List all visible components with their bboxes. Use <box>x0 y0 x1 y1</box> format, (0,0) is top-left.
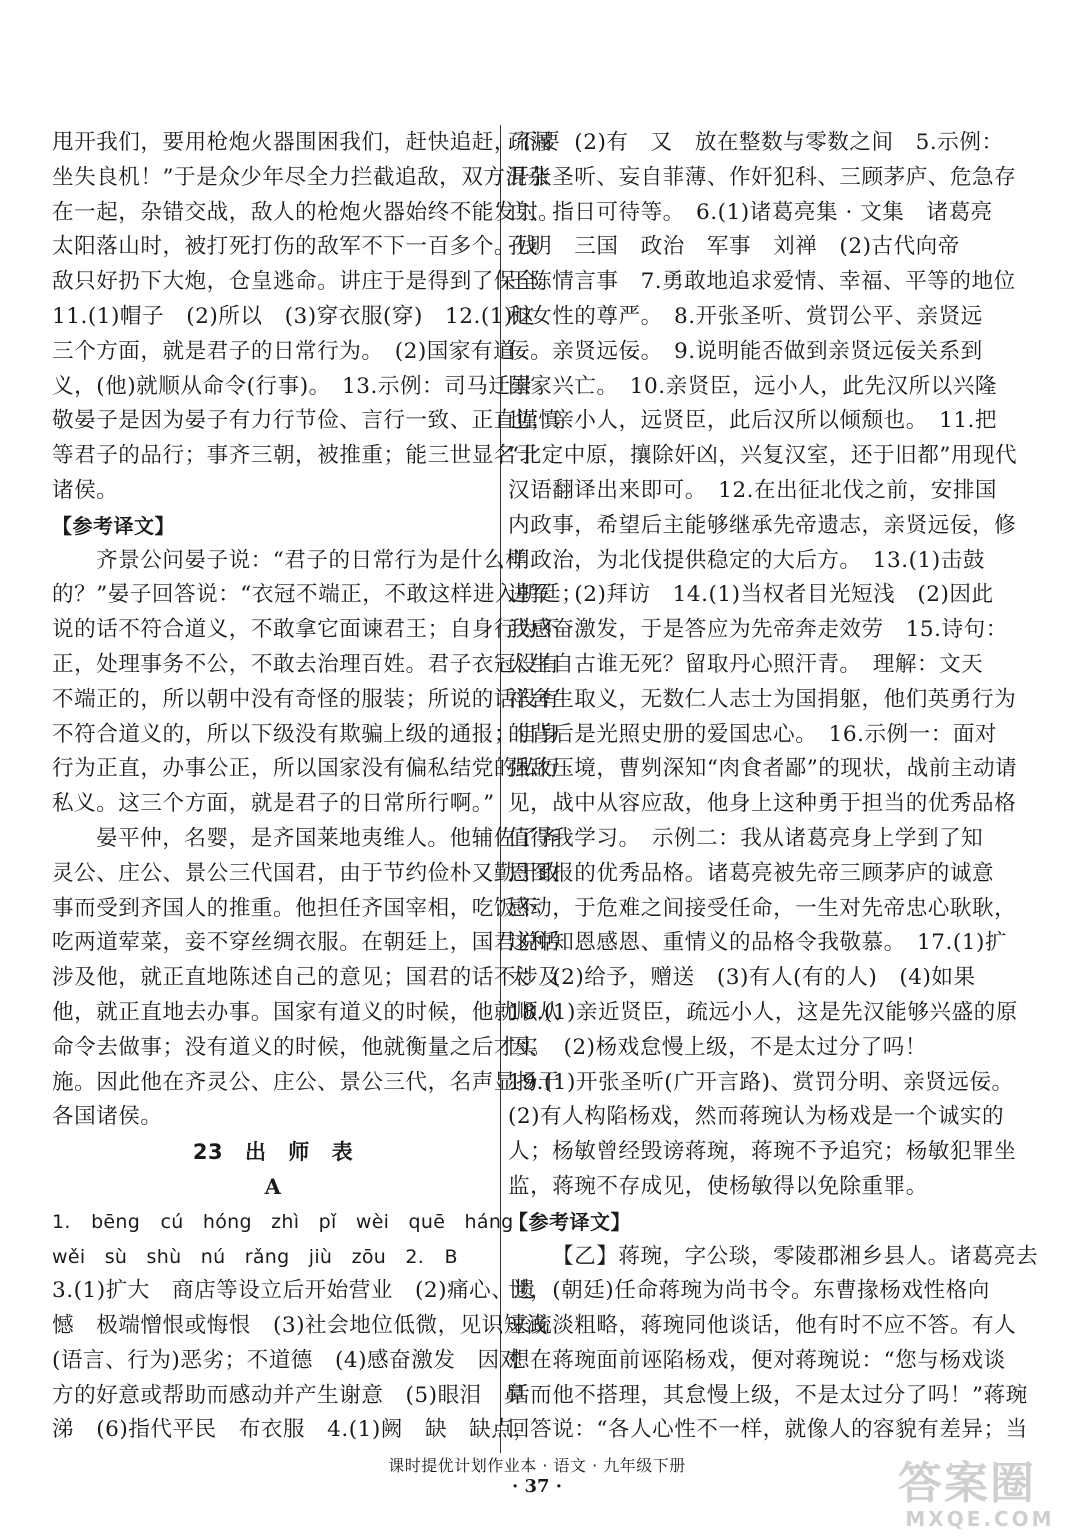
text-line: 大 (2)给予，赠送 (3)有人(有的人) (4)如果 <box>508 965 976 991</box>
text-line: “北定中原，攘除奸凶，兴复汉室，还于旧都”用现代 <box>508 443 1018 469</box>
book-title-footer: 课时提优计划作业本 · 语文 · 九年级下册 <box>388 1456 686 1475</box>
text-line: 王陈情言事 7.勇敢地追求爱情、幸福、平等的地位 <box>508 269 1016 295</box>
text-line: 亡、指日可待等。 6.(1)诸葛亮集 · 文集 诸葛亮 <box>508 199 993 225</box>
text-line: 各国诸侯。 <box>52 1104 163 1130</box>
text-line: (2)有人构陷杨戏，然而蒋琬认为杨戏是一个诚实的 <box>508 1104 1005 1130</box>
text-line: 佞。亲贤远佞。 9.说明能否做到亲贤远佞关系到 <box>508 338 983 364</box>
text-line: 监，蒋琬不存成见，使杨敏得以免除重罪。 <box>508 1173 928 1199</box>
watermark-logo <box>898 1460 1062 1530</box>
left-column <box>52 126 584 1448</box>
text-line: 来疏淡粗略，蒋琬同他谈话，他有时不应不答。有人 <box>508 1313 1017 1339</box>
text-line: 这种知恩感恩、重情义的品格令我敬慕。 17.(1)扩 <box>508 930 1008 956</box>
watermark-url: MXQE.COM <box>905 1507 1055 1531</box>
text-line: 因。 (2)杨戏怠慢上级，不是太过分了吗！ <box>508 1034 927 1060</box>
text-line: 疏漏 (2)有 又 放在整数与零数之间 5.示例： <box>508 130 1004 155</box>
text-line: 3.(1)扩大 商店等设立后开始营业 (2)痛心、遗 <box>52 1278 536 1304</box>
chapter-subtitle: A <box>264 1173 282 1199</box>
text-line: 祥舍生取义，无数仁人志士为国捐躯，他们英勇行为 <box>508 686 1017 712</box>
text-line: 孔明 三国 政治 军事 刘禅 (2)古代向帝 <box>508 234 960 260</box>
text-line: 11.(1)帽子 (2)所以 (3)穿衣服(穿) 12.(1)这 <box>52 303 536 329</box>
text-line: 在一起，杂错交战，敌人的枪炮火器始终不能发射。 <box>52 199 561 225</box>
pinyin-line: 1. bēng cú hóng zhì pǐ wèi quē háng <box>52 1210 514 1233</box>
text-line: 行为正直，办事公正，所以国家没有偏私结党的私行 <box>52 756 561 782</box>
text-line: (语言、行为)恶劣；不道德 (4)感奋激发 因对 <box>52 1347 522 1373</box>
text-line: 甩开我们，要用枪炮火器围困我们，赶快追赶，不要 <box>52 130 561 155</box>
text-line: 19.(1)开张圣听(广开言路)、赏罚分明、亲贤远佞。 <box>508 1069 1014 1095</box>
watermark-text: 答案圈 <box>898 1458 1036 1509</box>
text-line: 憾 极端憎恨或悔恨 (3)社会地位低微，见识短浅 <box>52 1313 549 1339</box>
text-line: 明政治，为北伐提供稳定的大后方。 13.(1)击鼓 <box>508 547 985 573</box>
text-line: 涉及他，就正直地陈述自己的意见；国君的话不涉及 <box>52 965 561 991</box>
text-line: 吃两道荤菜，妾不穿丝绸衣服。在朝廷上，国君说话 <box>52 930 561 956</box>
text-line: 见，战中从容应敌，他身上这种勇于担当的优秀品格 <box>508 791 1017 817</box>
section-heading: 【参考译文】 <box>52 513 175 538</box>
text-line: 的背后是光照史册的爱国忠心。 16.示例一：面对 <box>508 721 998 747</box>
text-line: 施。因此他在齐灵公、庄公、景公三代，名声显扬于 <box>52 1069 561 1095</box>
text-line: 人生自古谁无死？留取丹心照汗青。 理解：文天 <box>508 651 984 677</box>
section-heading: 【参考译文】 <box>508 1209 631 1234</box>
text-line: 进军 (2)拜访 14.(1)当权者目光短浅 (2)因此 <box>508 582 994 608</box>
text-line: 我感奋激发，于是答应为先帝奔走效劳 15.诗句： <box>508 617 1008 643</box>
text-line: 的？”晏子回答说：“衣冠不端正，不敢这样进入朝廷； <box>52 582 584 608</box>
text-line: 他，就正直地去办事。国家有道义的时候，他就顺从 <box>52 999 561 1025</box>
text-line: 想在蒋琬面前诬陷杨戏，便对蒋琬说：“您与杨戏谈 <box>508 1347 1006 1373</box>
text-line: 方的好意或帮助而感动并产生谢意 (5)眼泪 鼻 <box>52 1382 526 1408</box>
text-line: 和女性的尊严。 8.开张圣听、赏罚公平、亲贤远 <box>508 303 983 329</box>
text-line: 话而他不搭理，其怠慢上级，不是太过分了吗！”蒋琬 <box>508 1382 1028 1408</box>
text-line: 18.(1)亲近贤臣，疏远小人，这是先汉能够兴盛的原 <box>508 999 1018 1025</box>
text-line: 齐景公问晏子说：“君子的日常行为是什么样 <box>96 547 528 573</box>
text-line: 世，(朝廷)任命蒋琬为尚书令。东曹掾杨戏性格向 <box>508 1278 990 1304</box>
text-line: 人；杨敏曾经毁谤蒋琬，蒋琬不予追究；杨敏犯罪坐 <box>508 1139 1017 1165</box>
text-line: 不符合道义的，所以下级没有欺骗上级的通报；自身 <box>52 721 561 747</box>
text-line: 感动，于危难之间接受任命，一生对先帝忠心耿耿， <box>508 895 1017 921</box>
page-number: · 37 · <box>511 1476 563 1497</box>
text-line: 强敌压境，曹刿深知“肉食者鄙”的现状，战前主动请 <box>508 756 1018 782</box>
text-line: 国家兴亡。 10.亲贤臣，远小人，此先汉所以兴隆 <box>508 373 998 399</box>
text-line: 恩图报的优秀品格。诸葛亮被先帝三顾茅庐的诚意 <box>508 860 995 886</box>
text-line: 等君子的品行；事齐三朝，被推重；能三世显名于 <box>52 443 539 469</box>
text-line: 事而受到齐国人的推重。他担任齐国宰相，吃饭不 <box>52 895 539 921</box>
text-line: 说的话不符合道义，不敢拿它面谏君王；自身行为不 <box>52 617 561 643</box>
text-line: 命令去做事；没有道义的时候，他就衡量之后才实 <box>52 1034 539 1060</box>
text-line: 三个方面，就是君子的日常行为。 (2)国家有道 <box>52 338 516 364</box>
right-column <box>508 126 1039 1448</box>
text-line: 开张圣听、妄自菲薄、作奸犯科、三顾茅庐、危急存 <box>508 164 1017 190</box>
text-line: 诸侯。 <box>52 477 119 503</box>
text-line: 私义。这三个方面，就是君子的日常所行啊。” <box>52 791 495 817</box>
text-line: 敌只好扔下大炮，仓皇逃命。讲庄于是得到了保全。 <box>52 269 561 295</box>
text-line: 【乙】蒋琬，字公琰，零陵郡湘乡县人。诸葛亮去 <box>552 1243 1039 1269</box>
text-line: 义，(他)就顺从命令(行事)。 13.示例：司马迁崇 <box>52 373 533 399</box>
text-line: 汉语翻译出来即可。 12.在出征北伐之前，安排国 <box>508 477 998 503</box>
text-line: 值得我学习。 示例二：我从诸葛亮身上学到了知 <box>508 825 984 851</box>
text-line: 灵公、庄公、景公三代国君，由于节约俭朴又勤于政 <box>52 860 561 886</box>
pinyin-line: wěi sù shù nú rǎng jiù zōu 2. B <box>52 1245 458 1268</box>
text-line: 太阳落山时，被打死打伤的敌军不下一百多个。残 <box>52 234 539 260</box>
text-line: 敬晏子是因为晏子有力行节俭、言行一致、正直谨慎 <box>52 408 561 434</box>
text-line: 晏平仲，名婴，是齐国莱地夷维人。他辅佐了齐 <box>96 825 560 851</box>
text-line: 坐失良机！”于是众少年尽全力拦截追敌，双方混杂 <box>52 164 550 190</box>
text-line: 涕 (6)指代平民 布衣服 4.(1)阙 缺 缺点， <box>52 1417 536 1443</box>
text-line: 不端正的，所以朝中没有奇怪的服装；所说的话没有 <box>52 686 561 712</box>
text-line: 回答说：“各人心性不一样，就像人的容貌有差异；当 <box>508 1417 1028 1443</box>
chapter-title: 23 出 师 表 <box>192 1140 354 1165</box>
text-line: 也；亲小人，远贤臣，此后汉所以倾颓也。 11.把 <box>508 408 998 434</box>
text-line: 正，处理事务不公，不敢去治理百姓。君子衣冠没有 <box>52 651 561 677</box>
text-line: 内政事，希望后主能够继承先帝遗志，亲贤远佞，修 <box>508 512 1017 538</box>
